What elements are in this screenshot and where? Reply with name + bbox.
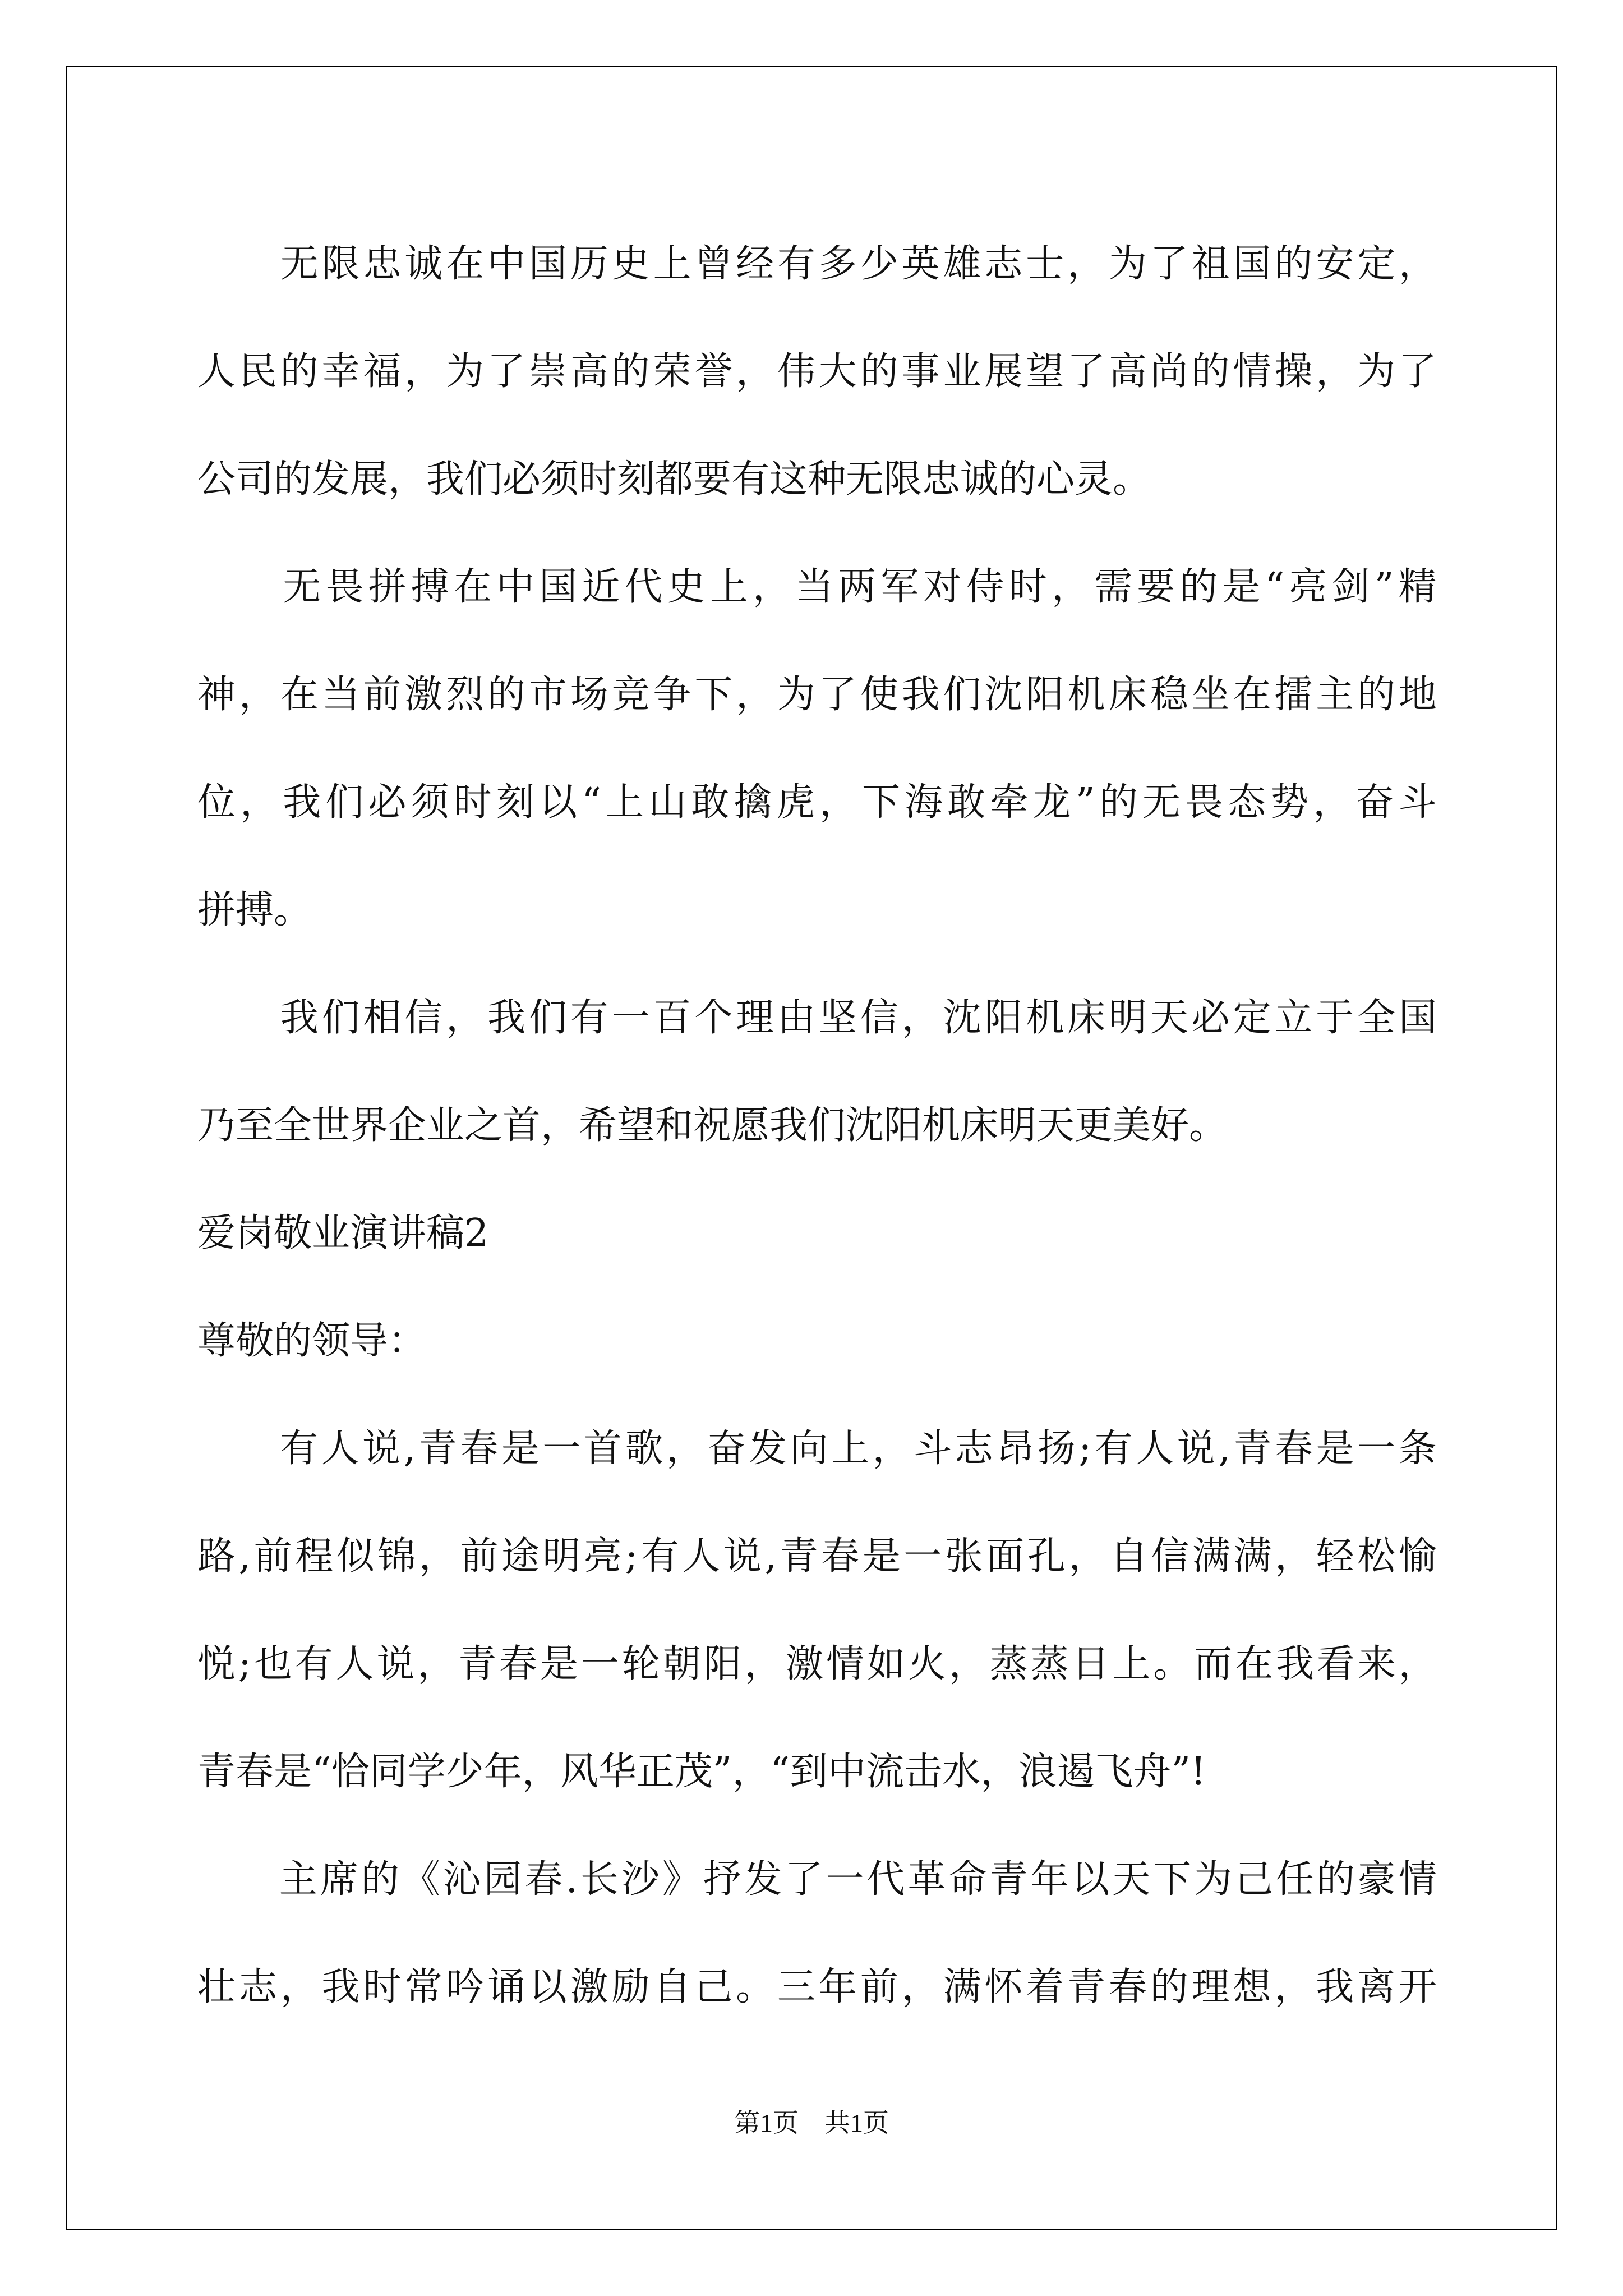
- text-line: 我 们 相 信 ， 我 们 有 一 百 个 理 由 坚 信 ， 沈 阳 机 床 明 天 必 定 立 于 全 国: [280, 996, 1437, 1040]
- text-line: 壮 志 ， 我 时 常 吟 诵 以 激 励 自 己 。 三 年 前 ， 满 怀 着 青 春 的 理 想 ， 我 离 开: [197, 1965, 1437, 2009]
- text-line: 无 限 忠 诚 在 中 国 历 史 上 曾 经 有 多 少 英 雄 志 士 ， 为 了 祖 国 的 安 定 ，: [280, 242, 1437, 286]
- text-line: 悦 ; 也 有 人 说 ， 青 春 是 一 轮 朝 阳 ， 激 情 如 火 ， 蒸 蒸 日 上 。 而 在 我 看 来 ，: [197, 1642, 1437, 1686]
- section-heading: 爱岗敬业演讲稿2: [197, 1211, 489, 1255]
- text-line: 人 民 的 幸 福 ， 为 了 崇 高 的 荣 誉 ， 伟 大 的 事 业 展 望 了 高 尚 的 情 操 ， 为 了: [197, 349, 1437, 394]
- text-line: 拼搏。: [197, 888, 312, 932]
- document-body: [197, 210, 1437, 2041]
- text-line: 路 , 前 程 似 锦 ， 前 途 明 亮 ; 有 人 说 , 青 春 是 一 张 面 孔 ， 自 信 满 满 ， 轻 松 愉: [197, 1534, 1437, 1579]
- text-line: 有 人 说 , 青 春 是 一 首 歌 ， 奋 发 向 上 ， 斗 志 昂 扬 ; 有 人 说 , 青 春 是 一 条: [280, 1427, 1437, 1471]
- text-line: 主 席 的 《 沁 园 春 . 长 沙 》 抒 发 了 一 代 革 命 青 年 以 天 下 为 己 任 的 豪 情: [279, 1857, 1437, 1902]
- text-line: 青春是“恰同学少年，风华正茂”，“到中流击水，浪遏飞舟”!: [197, 1750, 1206, 1794]
- text-line: 位 ， 我 们 必 须 时 刻 以 “ 上 山 敢 擒 虎 ， 下 海 敢 牵 龙 ” 的 无 畏 态 势 ， 奋 斗: [197, 780, 1437, 825]
- salutation: 尊敬的领导：: [197, 1319, 427, 1363]
- text-line: 神 ， 在 当 前 激 烈 的 市 场 竞 争 下 ， 为 了 使 我 们 沈 阳 机 床 稳 坐 在 擂 主 的 地: [197, 673, 1437, 717]
- text-line: 公司的发展，我们必须时刻都要有这种无限忠诚的心灵。: [197, 457, 1151, 501]
- text-line: 乃至全世界企业之首，希望和祝愿我们沈阳机床明天更美好。: [197, 1103, 1228, 1148]
- text-line: 无 畏 拼 搏 在 中 国 近 代 史 上 ， 当 两 军 对 侍 时 ， 需 要 的 是 “ 亮 剑 ” 精: [283, 565, 1437, 609]
- page-footer: 第1页 共1页: [734, 2109, 889, 2137]
